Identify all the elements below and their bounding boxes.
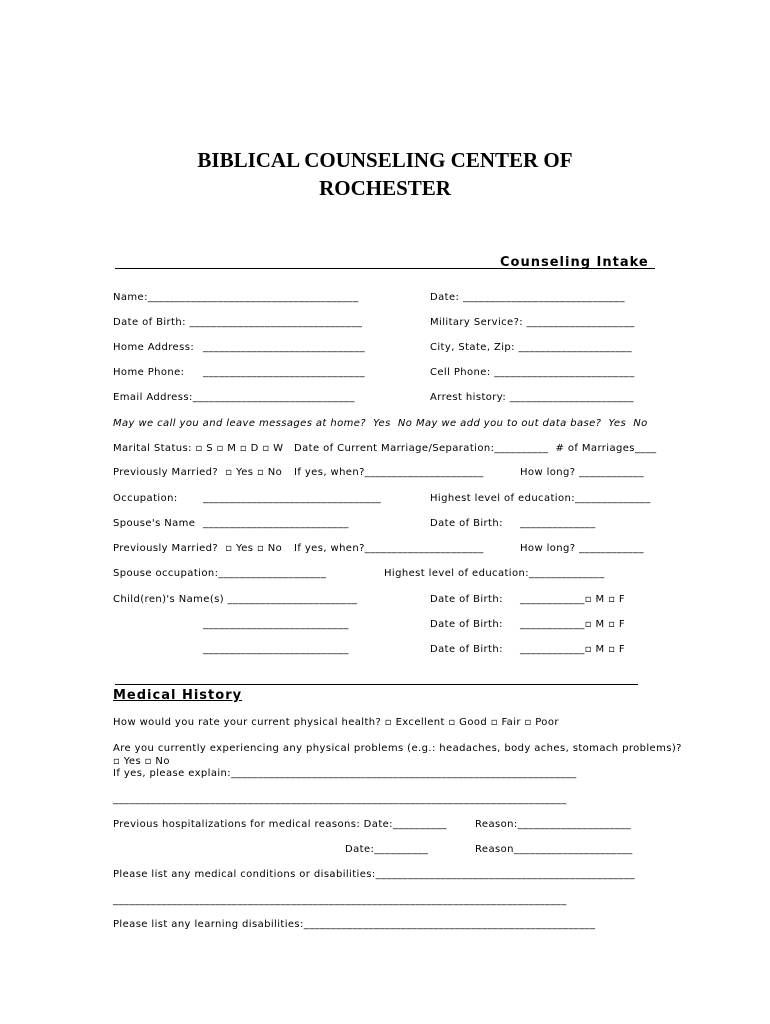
call-home-question[interactable]: May we call you and leave messages at home? Yes No <box>113 418 413 429</box>
hospitalization-date-field-2[interactable]: Date:__________ <box>345 844 429 855</box>
hospitalization-date-field[interactable]: Previous hospitalizations for medical reasons: Date:__________ <box>113 819 447 830</box>
child-dob-label: Date of Birth: <box>430 619 503 630</box>
occupation-label: Occupation: <box>113 493 178 504</box>
date-field[interactable]: Date: ______________________________ <box>430 292 625 303</box>
occupation-field[interactable]: _________________________________ <box>203 493 382 504</box>
explain-field[interactable]: If yes, please explain:________________________________________________________________ <box>113 768 577 779</box>
medical-rule <box>115 684 638 685</box>
dob-field[interactable]: Date of Birth: ________________________________ <box>113 317 363 328</box>
hospitalization-reason-field[interactable]: Reason:_____________________ <box>475 819 632 830</box>
marital-status-field[interactable]: Marital Status: ▫ S ▫ M ▫ D ▫ W <box>113 443 284 454</box>
form-title-line1: BIBLICAL COUNSELING CENTER OF <box>197 148 573 172</box>
home-phone-label: Home Phone: <box>113 367 185 378</box>
child-dob-label: Date of Birth: <box>430 644 503 655</box>
child-dob-field[interactable]: ____________▫ M ▫ F <box>520 644 626 655</box>
spouse-previously-married-field[interactable]: Previously Married? ▫ Yes ▫ No <box>113 543 283 554</box>
child-dob-label: Date of Birth: <box>430 594 503 605</box>
military-field[interactable]: Military Service?: ____________________ <box>430 317 635 328</box>
arrest-history-field[interactable]: Arrest history: _______________________ <box>430 392 634 403</box>
children-names-field[interactable]: Child(ren)'s Name(s) ________________________ <box>113 594 358 605</box>
education-field[interactable]: Highest level of education:______________ <box>430 493 651 504</box>
medical-conditions-field[interactable]: Please list any medical conditions or disabilities:________________________________________________ <box>113 869 635 880</box>
physical-problems-options[interactable]: ▫ Yes ▫ No <box>113 756 170 767</box>
database-question[interactable]: May we add you to out data base? Yes No <box>416 418 648 429</box>
spouse-name-label: Spouse's Name <box>113 518 196 529</box>
learning-disabilities-field[interactable]: Please list any learning disabilities:______________________________________________________ <box>113 919 596 930</box>
spouse-dob-field[interactable]: ______________ <box>520 518 596 529</box>
child-dob-field[interactable]: ____________▫ M ▫ F <box>520 594 626 605</box>
if-yes-when-field[interactable]: If yes, when?______________________ <box>294 467 484 478</box>
city-state-zip-field[interactable]: City, State, Zip: _____________________ <box>430 342 632 353</box>
spouse-how-long-field[interactable]: How long? ____________ <box>520 543 644 554</box>
spouse-dob-label: Date of Birth: <box>430 518 503 529</box>
spouse-occupation-field[interactable]: Spouse occupation:____________________ <box>113 568 327 579</box>
how-long-field[interactable]: How long? ____________ <box>520 467 644 478</box>
physical-problems-question: Are you currently experiencing any physical problems (e.g.: headaches, body aches, stomach problems)? <box>113 743 682 754</box>
health-rating-question[interactable]: How would you rate your current physical health? ▫ Excellent ▫ Good ▫ Fair ▫ Poor <box>113 717 559 728</box>
medical-conditions-line[interactable]: ____________________________________________________________________________________ <box>113 895 567 906</box>
child-dob-field[interactable]: ____________▫ M ▫ F <box>520 619 626 630</box>
explain-line[interactable]: ____________________________________________________________________________________ <box>113 794 567 805</box>
spouse-name-field[interactable]: ___________________________ <box>203 518 349 529</box>
child-name-field[interactable]: ___________________________ <box>203 644 349 655</box>
cell-phone-field[interactable]: Cell Phone: __________________________ <box>430 367 635 378</box>
section-heading: Counseling Intake <box>500 255 649 270</box>
marriage-date-field[interactable]: Date of Current Marriage/Separation:__________ # of Marriages____ <box>294 443 657 454</box>
form-title-line2: ROCHESTER <box>319 176 451 200</box>
spouse-education-field[interactable]: Highest level of education:______________ <box>384 568 605 579</box>
email-field[interactable]: Email Address:______________________________ <box>113 392 355 403</box>
spouse-if-yes-when-field[interactable]: If yes, when?______________________ <box>294 543 484 554</box>
home-phone-field[interactable]: ______________________________ <box>203 367 365 378</box>
hospitalization-reason-field-2[interactable]: Reason______________________ <box>475 844 633 855</box>
name-field[interactable]: Name:_______________________________________ <box>113 292 359 303</box>
medical-history-heading: Medical History <box>113 688 243 703</box>
child-name-field[interactable]: ___________________________ <box>203 619 349 630</box>
home-address-label: Home Address: <box>113 342 195 353</box>
home-address-field[interactable]: ______________________________ <box>203 342 365 353</box>
previously-married-field[interactable]: Previously Married? ▫ Yes ▫ No <box>113 467 283 478</box>
